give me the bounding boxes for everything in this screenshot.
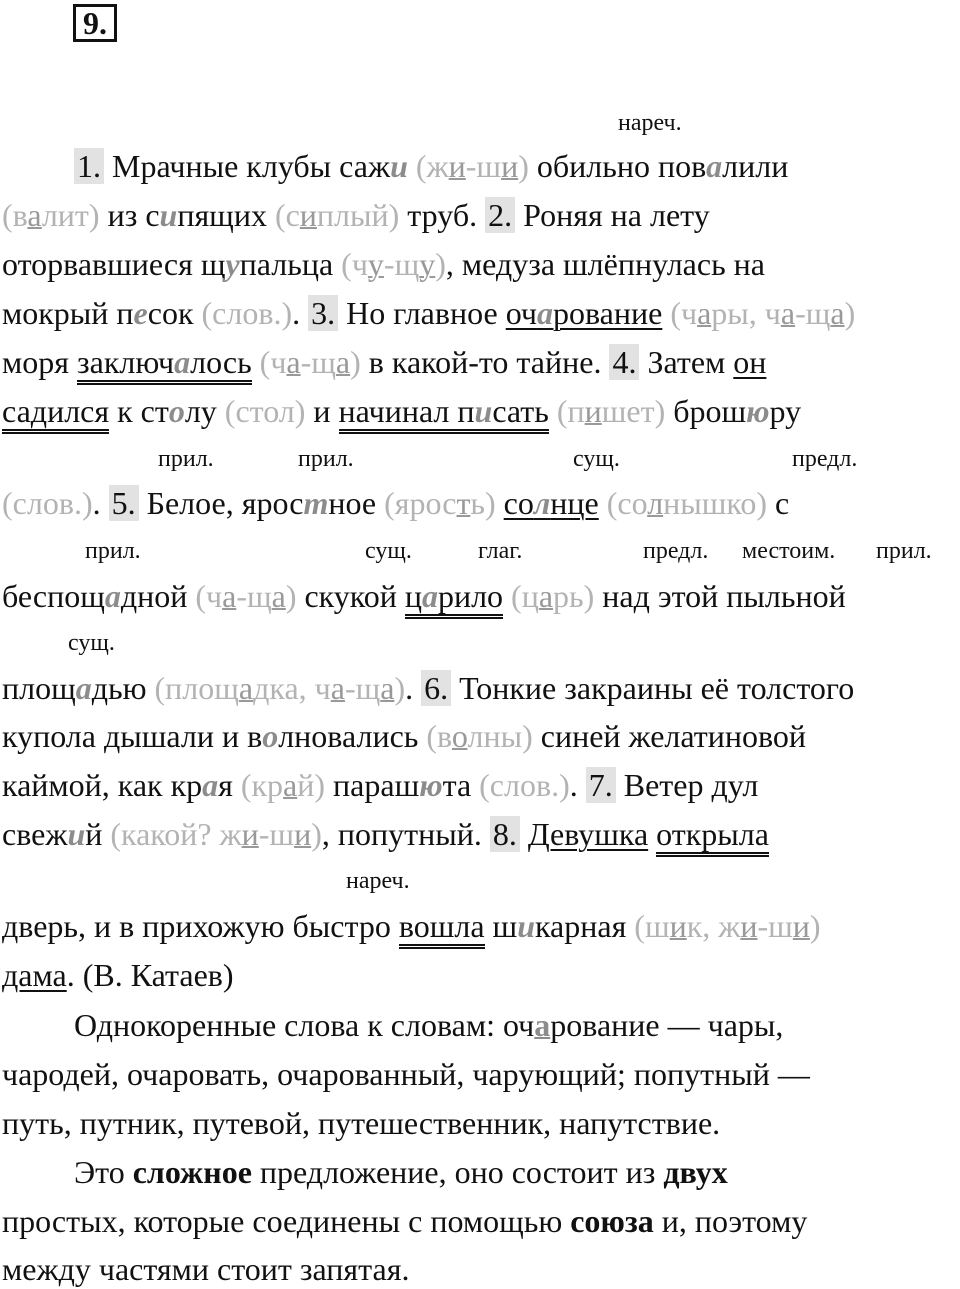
sentence-number: 3. xyxy=(308,295,338,331)
roots-paragraph: Однокоренные слова к словам: очарование — чары, xyxy=(74,1007,784,1043)
roots-paragraph-line: путь, путник, путевой, путешественник, напутствие. xyxy=(2,1105,721,1141)
text-line: свежий (какой? жи-ши), попутный. 8. Девушка открыла xyxy=(2,816,769,853)
pos-label: предл. xyxy=(643,538,709,564)
roots-paragraph-line: чародей, очаровать, очарованный, чарующий; попутный — xyxy=(2,1056,810,1092)
pos-label: глаг. xyxy=(478,538,523,564)
text-line: дверь, и в прихожую быстро вошла шикарная (шик, жи-ши) xyxy=(2,908,821,945)
pos-label: прил. xyxy=(85,538,141,564)
text-line: оторвавшиеся щупальца (чу-щу), медуза шлёпнулась на xyxy=(2,246,765,282)
pos-label: предл. xyxy=(792,446,858,472)
text-line: площадью (площадка, ча-ща). 6. Тонкие закраины её толстого xyxy=(2,670,855,706)
pos-label: сущ. xyxy=(365,538,412,564)
pos-label: прил. xyxy=(298,446,354,472)
text-line: мокрый песок (слов.). 3. Но главное очарование (чары, ча-ща) xyxy=(2,295,856,331)
pos-label: сущ. xyxy=(573,446,620,472)
pos-label: сущ. xyxy=(68,630,115,656)
sentence-number: 7. xyxy=(586,767,616,803)
pos-label: прил. xyxy=(158,446,214,472)
text-line: 1. Мрачные клубы сажи (жи-ши) обильно повалили xyxy=(74,148,788,185)
summary-paragraph-line: простых, которые соединены с помощью союза и, поэтому xyxy=(2,1203,808,1239)
sentence-number: 4. xyxy=(609,344,639,380)
sentence-number: 2. xyxy=(485,197,515,233)
sentence-number: 8. xyxy=(490,816,520,852)
summary-paragraph-line: между частями стоит запятая. xyxy=(2,1251,410,1287)
text-line: беспощадной (ча-ща) скукой царило (царь) над этой пыльной xyxy=(2,578,846,615)
sentence-number: 5. xyxy=(109,485,139,521)
pos-label: нареч. xyxy=(346,868,410,894)
text-line: купола дышали и волновались (волны) синей желатиновой xyxy=(2,718,806,754)
text-line: моря заключалось (ча-ща) в какой-то тайне. 4. Затем он xyxy=(2,344,766,381)
text-line: каймой, как края (край) парашюта (слов.). 7. Ветер дул xyxy=(2,767,759,803)
pos-label: прил. xyxy=(876,538,932,564)
task-number: 9. xyxy=(73,4,117,42)
text-line: садился к столу (стол) и начинал писать (пишет) брошюру xyxy=(2,393,801,430)
sentence-number: 1. xyxy=(74,148,104,184)
text-line: дама. (В. Катаев) xyxy=(2,957,234,993)
pos-label: местоим. xyxy=(742,538,836,564)
pos-label: нареч. xyxy=(618,110,682,136)
summary-paragraph: Это сложное предложение, оно состоит из двух xyxy=(74,1154,728,1190)
text-line: (валит) из сипящих (сиплый) труб. 2. Роняя на лету xyxy=(2,197,710,233)
sentence-number: 6. xyxy=(421,670,451,706)
text-line: (слов.). 5. Белое, яростное (ярость) солнце (солнышко) с xyxy=(2,485,790,521)
